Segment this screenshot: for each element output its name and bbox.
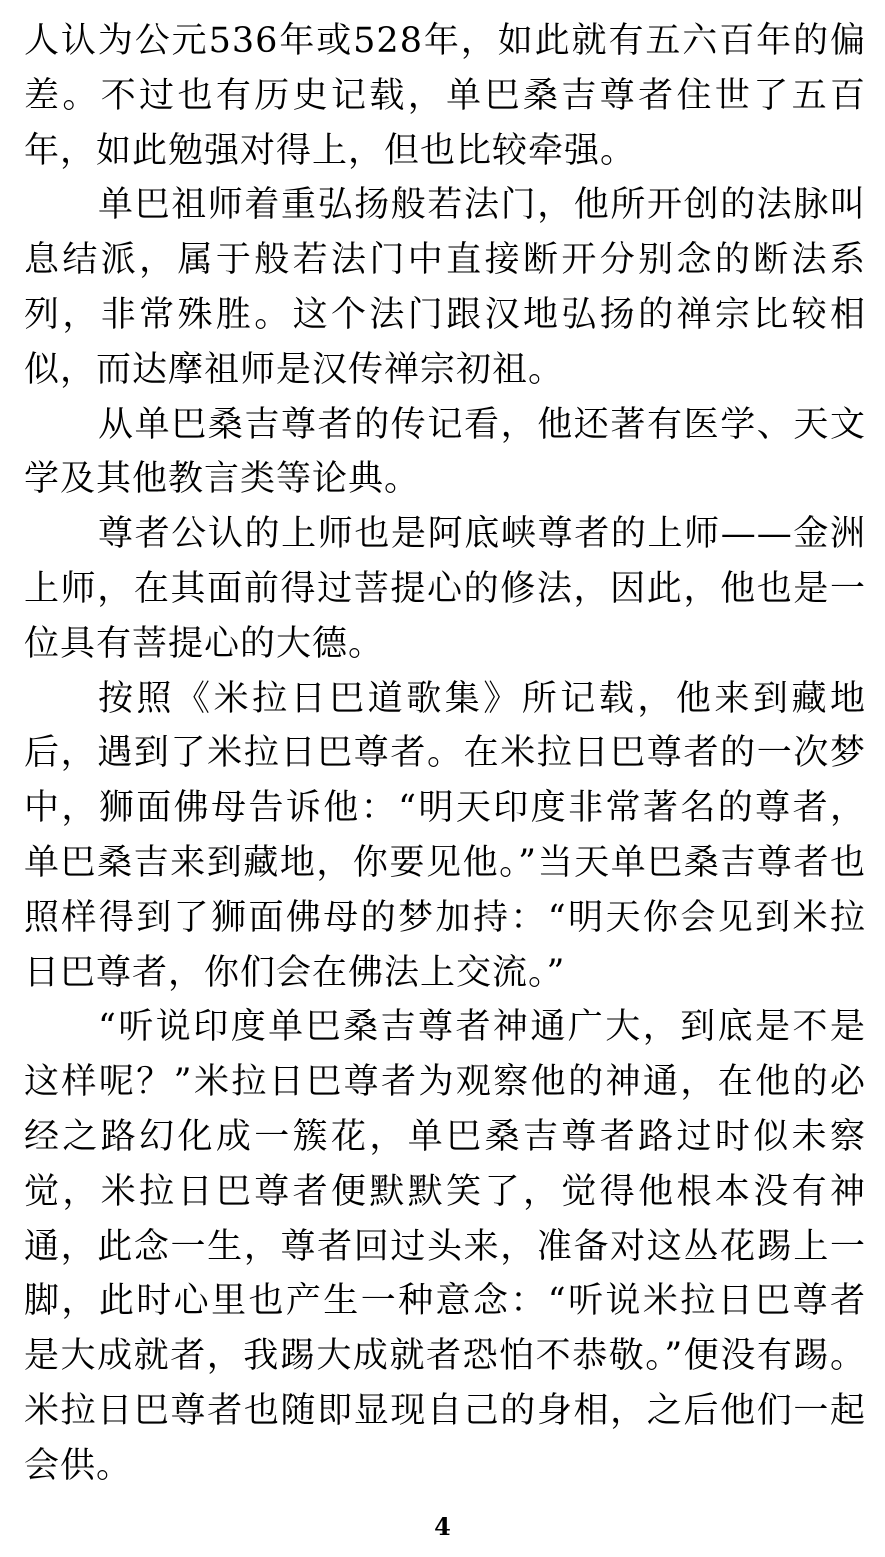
paragraph-continuation: 人认为公元536年或528年，如此就有五六百年的偏差。不过也有历史记载，单巴桑吉尊者住世了五百年，如此勉强对得上，但也比较牵强。 [24, 21, 866, 171]
page-number: 4 [434, 1512, 451, 1541]
paragraph: 从单巴桑吉尊者的传记看，他还著有医学、天文学及其他教言类等论典。 [24, 404, 866, 500]
paragraph: 按照《米拉日巴道歌集》所记载，他来到藏地后，遇到了米拉日巴尊者。在米拉日巴尊者的一次梦中，狮面佛母告诉他：“明天印度非常著名的尊者，单巴桑吉来到藏地，你要见他。”当天单巴桑吉尊者也照样得到了狮面佛母的梦加持：“明天你会见到米拉日巴尊者，你们会在佛法上交流。” [24, 678, 866, 993]
page-body [24, 14, 866, 1494]
paragraph: 单巴祖师着重弘扬般若法门，他所开创的法脉叫息结派，属于般若法门中直接断开分别念的断法系列，非常殊胜。这个法门跟汉地弘扬的禅宗比较相似，而达摩祖师是汉传禅宗初祖。 [24, 185, 866, 390]
paragraph: 尊者公认的上师也是阿底峡尊者的上师——金洲上师，在其面前得过菩提心的修法，因此，他也是一位具有菩提心的大德。 [24, 514, 866, 664]
paragraph: “听说印度单巴桑吉尊者神通广大，到底是不是这样呢？”米拉日巴尊者为观察他的神通，在他的必经之路幻化成一簇花，单巴桑吉尊者路过时似未察觉，米拉日巴尊者便默默笑了，觉得他根本没有神通，此念一生，尊者回过头来，准备对这丛花踢上一脚，此时心里也产生一种意念：“听说米拉日巴尊者是大成就者，我踢大成就者恐怕不恭敬。”便没有踢。米拉日巴尊者也随即显现自己的身相，之后他们一起会供。 [24, 1007, 866, 1486]
